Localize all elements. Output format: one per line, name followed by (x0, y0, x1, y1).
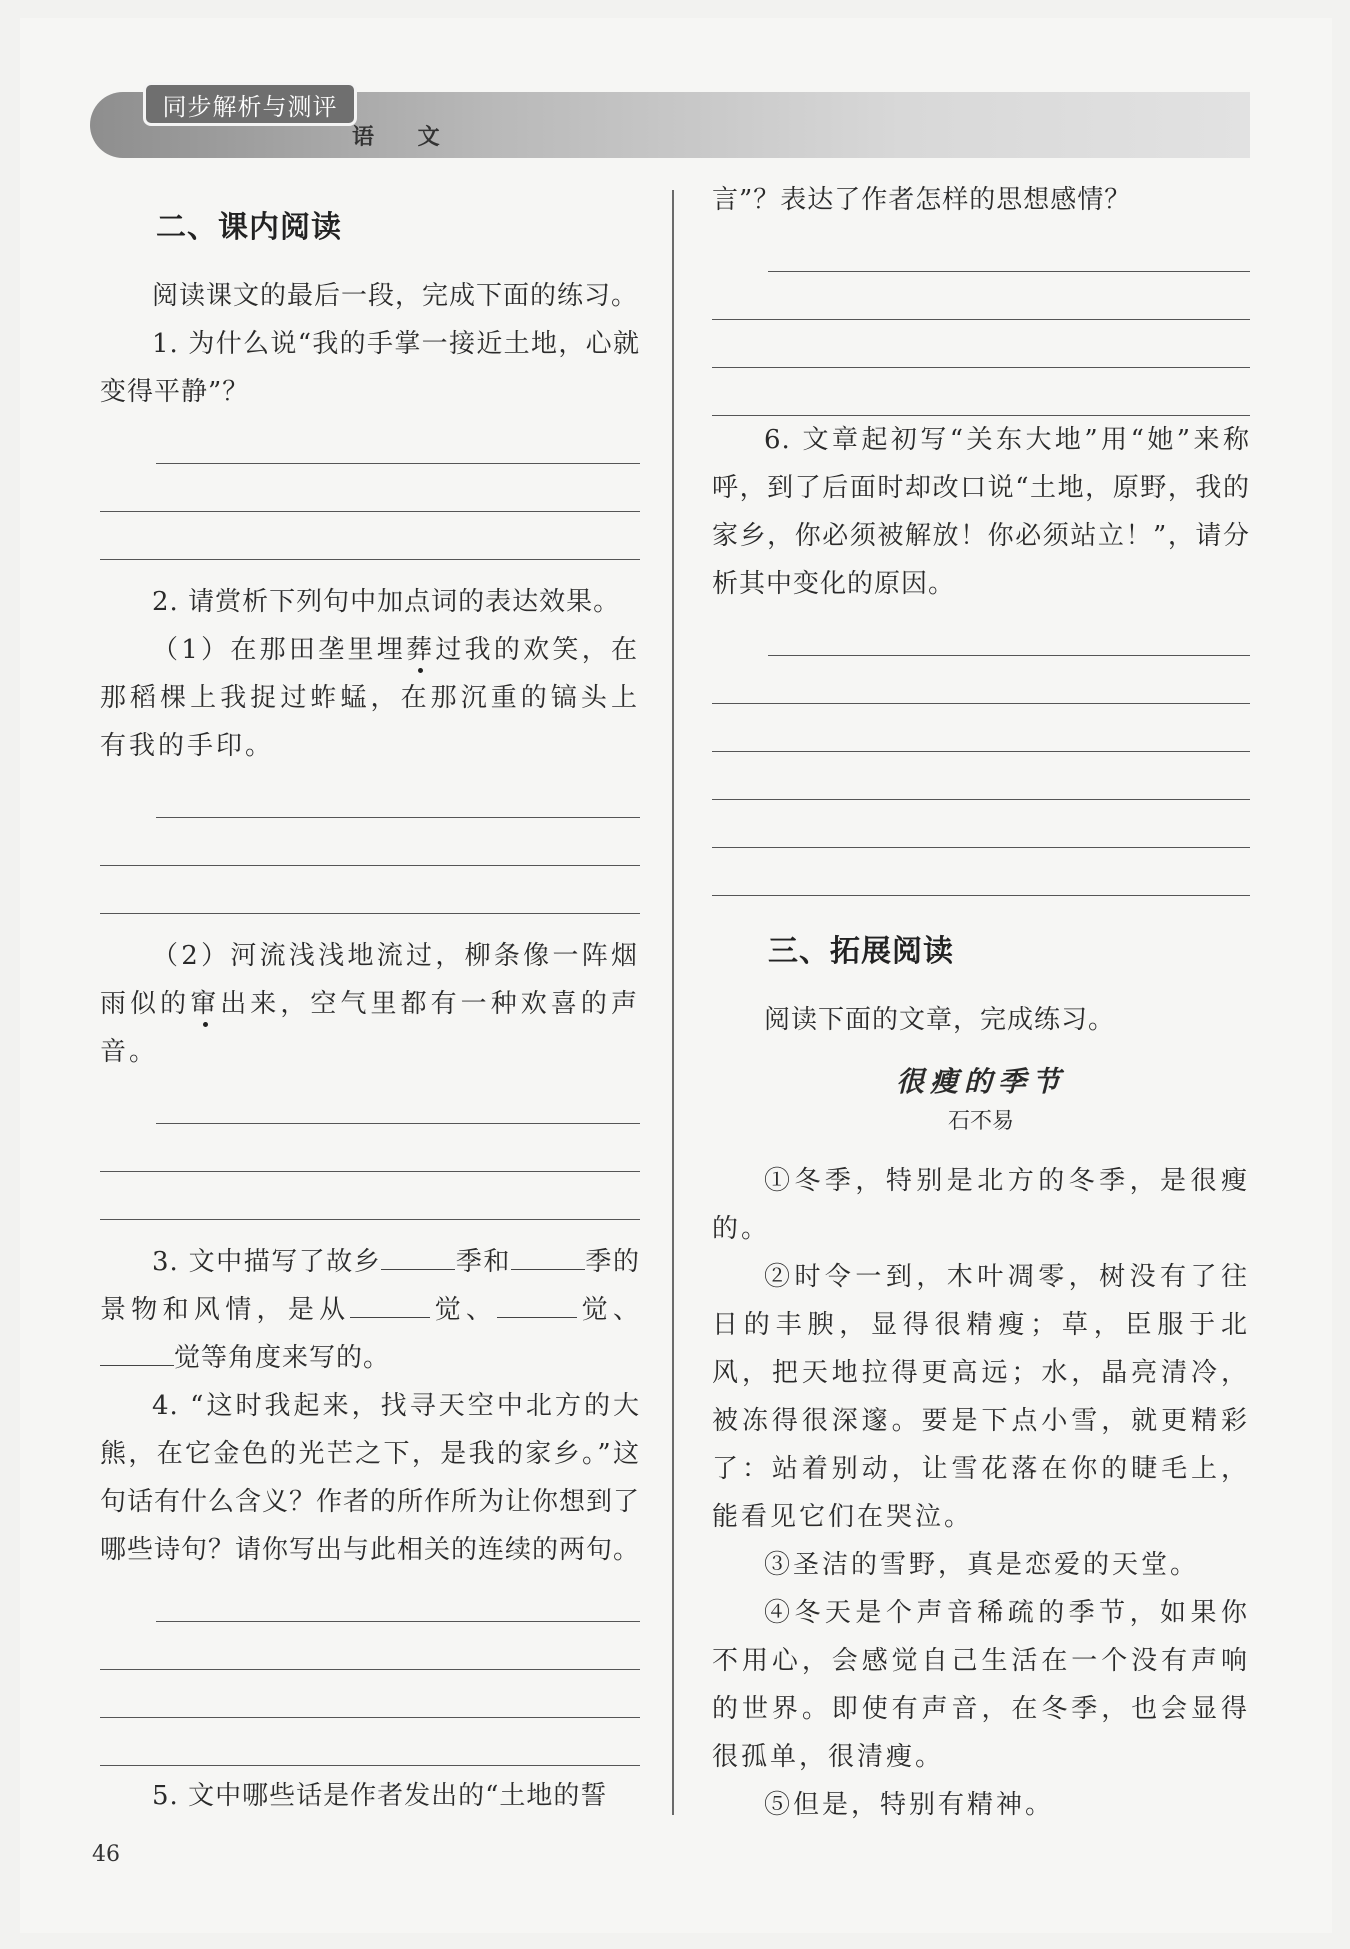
dotted-word: 葬 (406, 635, 436, 665)
answer-line[interactable] (712, 272, 1250, 320)
answer-line[interactable] (156, 1574, 640, 1622)
answer-line[interactable] (100, 1622, 640, 1670)
section-title-in-class: 二、课内阅读 (156, 210, 342, 245)
answer-line[interactable] (100, 866, 640, 914)
article-paragraph: ⑤但是，特别有精神。 (764, 1790, 1055, 1820)
sentence-text: （2）河流浅浅地流过，柳条像一阵烟雨似的 (100, 941, 640, 1019)
answer-line[interactable] (100, 1670, 640, 1718)
article-paragraph: ④冬天是个声音稀疏的季节，如果你不用心，会感觉自己生活在一个没有声响的世界。即使有声音，在冬季，也会显得很孤单，很清瘦。 (712, 1598, 1250, 1772)
question-1: 1. 为什么说“我的手掌一接近土地，心就变得平静”？ (100, 329, 640, 407)
fill-blank[interactable] (350, 1287, 430, 1318)
answer-line[interactable] (100, 818, 640, 866)
answer-line[interactable] (100, 1718, 640, 1766)
question-text: 3. 文中描写了故乡 (152, 1247, 382, 1277)
answer-line[interactable] (100, 512, 640, 560)
question-2: 2. 请赏析下列句中加点词的表达效果。 (152, 587, 621, 617)
section-title-extended: 三、拓展阅读 (768, 934, 954, 969)
series-label: 同步解析与测评 (143, 82, 357, 126)
article-author: 石不易 (947, 1109, 1014, 1134)
question-text: 觉等角度来写的。 (174, 1343, 391, 1373)
answer-line[interactable] (712, 800, 1250, 848)
right-column (712, 180, 1250, 1829)
answer-line[interactable] (768, 608, 1250, 656)
question-3 (100, 1238, 640, 1382)
question-6: 6. 文章起初写“关东大地”用“她”来称呼，到了后面时却改口说“土地，原野，我的家乡，你必须被解放！你必须站立！”，请分析其中变化的原因。 (712, 425, 1250, 599)
answer-line[interactable] (768, 224, 1250, 272)
answer-line[interactable] (712, 752, 1250, 800)
answer-line[interactable] (100, 464, 640, 512)
intro-text: 阅读下面的文章，完成练习。 (764, 1005, 1116, 1035)
dotted-word: 窜 (190, 989, 221, 1019)
question-text: 季和 (455, 1247, 511, 1277)
answer-line[interactable] (156, 416, 640, 464)
answer-line[interactable] (100, 1124, 640, 1172)
column-divider (672, 190, 674, 1815)
article-paragraph: ②时令一到，木叶凋零，树没有了往日的丰腴，显得很精瘦；草，臣服于北风，把天地拉得更高远；水，晶亮清冷，被冻得很深邃。要是下点小雪，就更精彩了：站着别动，让雪花落在你的睫毛上，能看见它们在哭泣。 (712, 1262, 1250, 1532)
answer-line[interactable] (712, 656, 1250, 704)
sentence-text: 过我的欢笑，在那稻棵上我捉过蚱蜢，在那沉重的镐头上有我的手印。 (100, 635, 640, 761)
intro-text: 阅读课文的最后一段，完成下面的练习。 (152, 281, 639, 311)
question-5-continued: 言”？表达了作者怎样的思想感情？ (712, 185, 1132, 215)
question-5: 5. 文中哪些话是作者发出的“土地的誓 (152, 1781, 608, 1811)
answer-line[interactable] (100, 1172, 640, 1220)
fill-blank[interactable] (497, 1287, 577, 1318)
article-paragraph: ①冬季，特别是北方的冬季，是很瘦的。 (712, 1166, 1250, 1244)
question-text: 季的景物和风情，是从 (100, 1247, 640, 1325)
question-2-sentence-2 (100, 932, 640, 1076)
sentence-text: 出来，空气里都有一种欢喜的声音。 (100, 989, 640, 1067)
answer-line[interactable] (712, 320, 1250, 368)
question-text: 觉、 (577, 1295, 640, 1325)
answer-line[interactable] (712, 848, 1250, 896)
answer-line[interactable] (156, 770, 640, 818)
fill-blank[interactable] (511, 1239, 585, 1270)
page-number: 46 (92, 1842, 120, 1867)
article-title: 很瘦的季节 (895, 1065, 1066, 1098)
subject-label: 语 文 (352, 125, 458, 150)
article-paragraph: ③圣洁的雪野，真是恋爱的天堂。 (764, 1550, 1200, 1580)
fill-blank[interactable] (381, 1239, 455, 1270)
fill-blank[interactable] (100, 1335, 174, 1366)
question-4: 4. “这时我起来，找寻天空中北方的大熊，在它金色的光芒之下，是我的家乡。”这句话有什么含义？作者的所作所为让你想到了哪些诗句？请你写出与此相关的连续的两句。 (100, 1391, 641, 1565)
answer-line[interactable] (712, 368, 1250, 416)
answer-line[interactable] (712, 704, 1250, 752)
answer-line[interactable] (156, 1076, 640, 1124)
question-2-sentence-1 (100, 626, 640, 770)
left-column (100, 180, 640, 1820)
sentence-text: （1）在那田垄里埋 (152, 635, 407, 665)
question-text: 觉、 (430, 1295, 498, 1325)
